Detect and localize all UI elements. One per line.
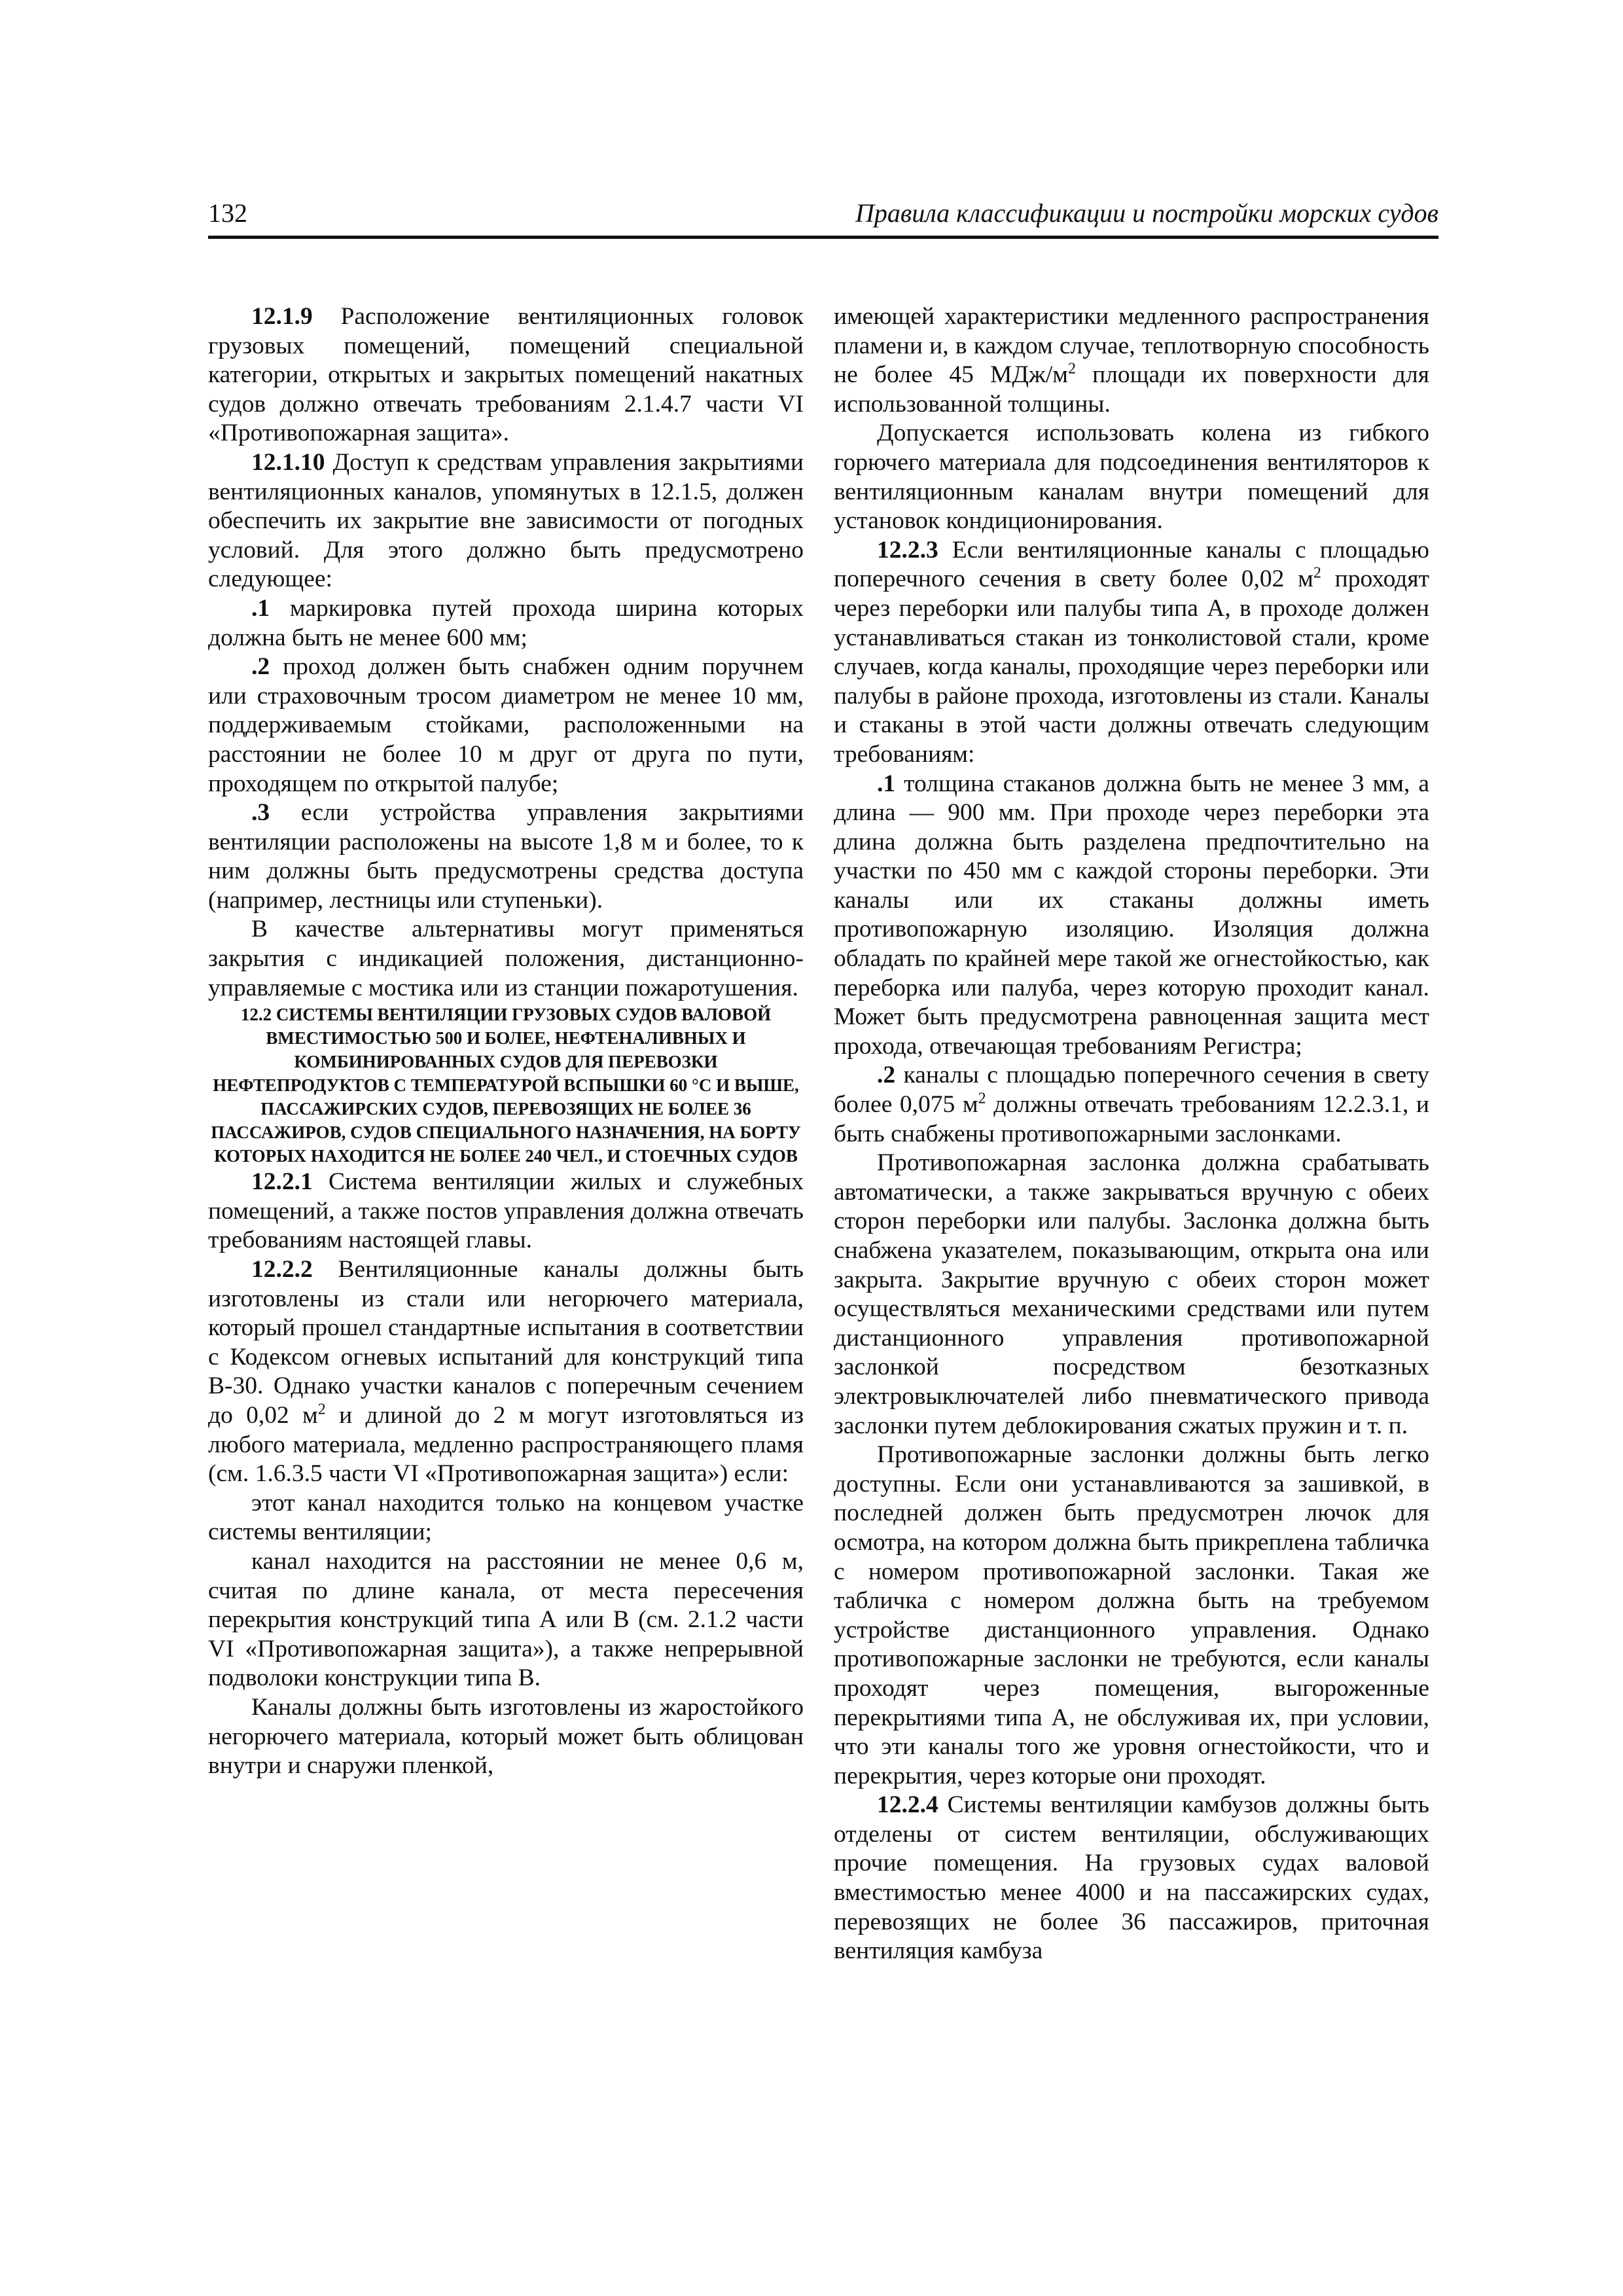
paragraph: [208, 798, 804, 915]
paragraph-text: и длиной до 2 м могут изготовляться из любого материала, медленно распространяющего пламя (см. 1.6.3.5 части VI «Противопожарная защита») если:: [208, 1402, 804, 1488]
paragraph-text: Каналы должны быть изготовлены из жаростойкого негорючего материала, который может быть облицован внутри и снаружи пленкой,: [208, 1693, 804, 1780]
item-number: .1: [251, 594, 270, 622]
paragraph-text: Противопожарные заслонки должны быть легко доступны. Если они устанавливаются за зашивкой, в последней должен быть предусмотрен лючок для осмотра, на котором должна быть прикреплена табличка с номером противопожарной заслонки. Такая же табличка с номером должна быть на требуемом устройстве дистанционного управления. Однако противопожарные заслонки не требуются, если каналы проходят через помещения, выгороженные перекрытиями типа А, не обслуживая их, при условии, что эти каналы того же уровня огнестойкости, что и перекрытия, через которые они проходят.: [834, 1441, 1429, 1789]
item-number: .1: [877, 770, 896, 797]
page-number: 132: [208, 198, 247, 228]
paragraph: [834, 1061, 1429, 1149]
running-title: Правила классификации и постройки морских судов: [855, 198, 1438, 228]
paragraph-text: маркировка путей прохода ширина которых должна быть не менее 600 мм;: [208, 594, 804, 651]
paragraph: [834, 536, 1429, 770]
paragraph: [208, 594, 804, 653]
paragraph-text: проходят через переборки или палубы типа А, в проходе должен устанавливаться стакан из тонколистовой стали, кроме случаев, когда каналы, проходящие через переборки или палубы в районе прохода, изготовлены из стали. Каналы и стаканы в этой части должны отвечать следующим требованиям:: [834, 565, 1430, 768]
page-header: [208, 196, 1438, 239]
paragraph: [208, 1547, 804, 1693]
paragraph: [208, 1693, 804, 1781]
paragraph-text: Допускается использовать колена из гибкого горючего материала для подсоединения вентиляторов к вентиляционным каналам внутри помещений для установок кондиционирования.: [834, 420, 1429, 535]
paragraph-text: канал находится на расстоянии не менее 0,6 м, считая по длине канала, от места пересечения перекрытия конструкций типа А или В (см. 2.1.2 части VI «Противопожарная защита»), а также непрерывной подволоки конструкции типа В.: [208, 1547, 804, 1692]
paragraph-text: проход должен быть снабжен одним поручнем или страховочным тросом диаметром не менее 10 мм, поддерживаемым стойками, расположенными на расстоянии не более 10 м друг от друга по пути, проходящем по открытой палубе;: [208, 653, 804, 797]
paragraph: [208, 1255, 804, 1489]
paragraph-text: Расположение вентиляционных головок грузовых помещений, помещений специальной категории, открытых и закрытых помещений накатных судов должно отвечать требованиям 2.1.4.7 части VI «Противопожарная защита».: [208, 303, 804, 447]
paragraph-text: если устройства управления закрытиями вентиляции расположены на высоте 1,8 м и более, то к ним должны быть предусмотрены средства доступа (например, лестницы или ступеньки).: [208, 799, 804, 914]
paragraph: [208, 448, 804, 594]
paragraph: [834, 302, 1429, 419]
paragraph-text: Противопожарная заслонка должна срабатывать автоматически, а также закрываться вручную с обеих сторон переборки или палубы. Заслонка должна быть снабжена указателем, показывающим, открыта она или закрыта. Закрытие вручную с обеих сторон может осуществляться механическими средствами или путем дистанционного управления противопожарной заслонкой посредством безотказных электровыключателей либо пневматического привода заслонки путем деблокирования сжатых пружин и т. п.: [834, 1149, 1429, 1439]
superscript: 2: [1068, 360, 1076, 378]
paragraph-text: этот канал находится только на концевом участке системы вентиляции;: [208, 1489, 804, 1546]
clause-number: 12.2.1: [251, 1168, 313, 1196]
clause-number: 12.2.2: [251, 1256, 313, 1283]
clause-number: 12.1.10: [251, 448, 325, 476]
item-number: .3: [251, 799, 270, 827]
right-column: [834, 302, 1429, 1966]
paragraph: [208, 915, 804, 1003]
clause-number: 12.2.3: [877, 536, 938, 564]
paragraph: [834, 419, 1429, 535]
item-number: .2: [877, 1062, 896, 1089]
paragraph-text: Доступ к средствам управления закрытиями вентиляционных каналов, упомянутых в 12.1.5, должен обеспечить их закрытие вне зависимости от погодных условий. Для этого должно быть предусмотрено следующее:: [208, 448, 804, 593]
paragraph-text: толщина стаканов должна быть не менее 3 мм, а длина — 900 мм. При проходе через переборки эта длина должна быть разделена предпочтительно на участки по 450 мм с каждой стороны переборки. Эти каналы или их стаканы должны иметь противопожарную изоляцию. Изоляция должна обладать по крайней мере такой же огнестойкостью, как переборка или палуба, через которую проходит канал. Может быть предусмотрена равноценная защита мест прохода, отвечающая требованиям Регистра;: [834, 770, 1429, 1060]
paragraph-text: каналы с площадью поперечного сечения в свету более 0,075 м: [834, 1062, 1429, 1119]
paragraph: [208, 653, 804, 798]
paragraph: [834, 1791, 1429, 1966]
paragraph-text: Вентиляционные каналы должны быть изготовлены из стали или негорючего материала, который прошел стандартные испытания в соответствии с Кодексом огневых испытаний для конструкций типа В-30. Однако участки каналов с поперечным сечением до 0,02 м: [208, 1256, 804, 1429]
paragraph: [834, 1441, 1429, 1791]
paragraph-text: Система вентиляции жилых и служебных помещений, а также постов управления должна отвечать требованиям настоящей главы.: [208, 1168, 804, 1254]
paragraph: [208, 1489, 804, 1547]
section-heading: 12.2 СИСТЕМЫ ВЕНТИЛЯЦИИ ГРУЗОВЫХ СУДОВ ВАЛОВОЙ ВМЕСТИМОСТЬЮ 500 И БОЛЕЕ, НЕФТЕНАЛИВНЫХ И КОМБИНИРОВАННЫХ СУДОВ ДЛЯ ПЕРЕВОЗКИ НЕФТЕПРОДУКТОВ С ТЕМПЕРАТУРОЙ ВСПЫШКИ 60 °С И ВЫШЕ, ПАССАЖИРСКИХ СУДОВ, ПЕРЕВОЗЯЩИХ НЕ БОЛЕЕ 36 ПАССАЖИРОВ, СУДОВ СПЕЦИАЛЬНОГО НАЗНАЧЕНИЯ, НА БОРТУ КОТОРЫХ НАХОДИТСЯ НЕ БОЛЕЕ 240 ЧЕЛ., И СТОЕЧНЫХ СУДОВ: [211, 1005, 801, 1166]
paragraph: [834, 1149, 1429, 1441]
paragraph: [208, 302, 804, 448]
paragraph-text: имеющей характеристики медленного распространения пламени и, в каждом случае, теплотворную способность не более 45 МДж/м: [834, 303, 1429, 389]
paragraph-text: Системы вентиляции камбузов должны быть отделены от систем вентиляции, обслуживающих прочие помещения. На грузовых судах валовой вместимостью менее 4000 и на пассажирских судах, перевозящих не более 36 пассажиров, приточная вентиляция камбуза: [834, 1791, 1429, 1965]
superscript: 2: [978, 1090, 986, 1107]
item-number: .2: [251, 653, 270, 681]
paragraph-text: должны отвечать требованиям 12.2.3.1, и быть снабжены противопожарными заслонками.: [834, 1091, 1429, 1147]
superscript: 2: [317, 1401, 326, 1418]
clause-number: 12.1.9: [251, 303, 313, 330]
superscript: 2: [1313, 564, 1321, 582]
paragraph: [208, 1168, 804, 1255]
paragraph: [834, 770, 1429, 1062]
paragraph-text: В качестве альтернативы могут применяться закрытия с индикацией положения, дистанционно-управляемые с мостика или из станции пожаротушения.: [208, 916, 804, 1001]
paragraph-text: Если вентиляционные каналы с площадью поперечного сечения в свету более 0,02 м: [834, 536, 1429, 593]
left-column: [208, 302, 804, 1781]
clause-number: 12.2.4: [877, 1791, 938, 1819]
paragraph-text: площади их поверхности для использованной толщины.: [834, 361, 1429, 418]
